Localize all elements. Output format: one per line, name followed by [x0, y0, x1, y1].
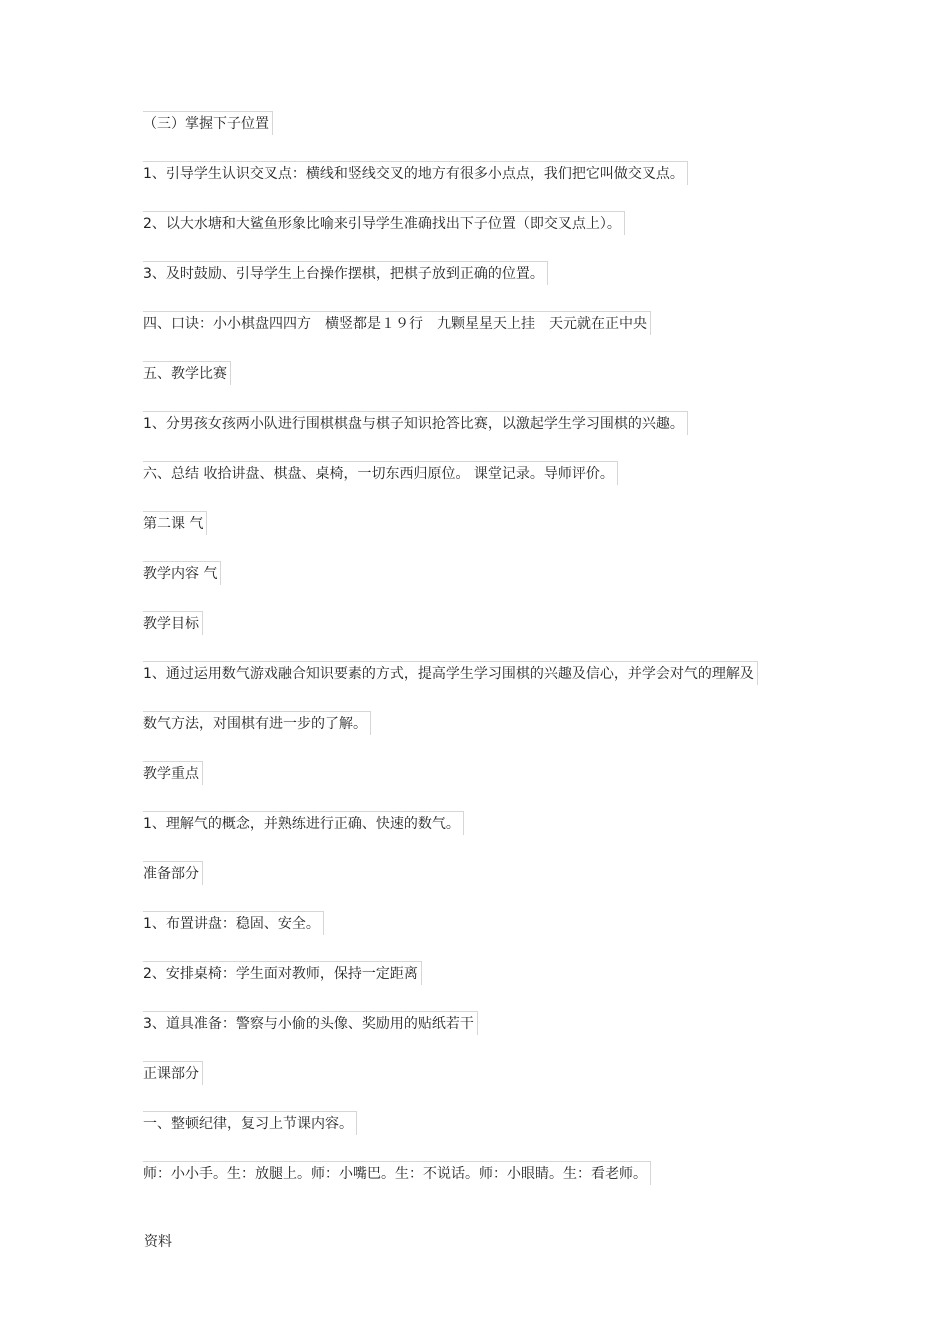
paragraph-encourage-practice: 3、及时鼓励、引导学生上台操作摆棋，把棋子放到正确的位置。: [143, 261, 548, 285]
paragraph-goal-line-1: 1、通过运用数气游戏融合知识要素的方式，提高学生学习围棋的兴趣及信心，并学会对气的理解及: [143, 661, 758, 685]
paragraph-prep-desks: 2、安排桌椅：学生面对教师，保持一定距离: [143, 961, 422, 985]
paragraph-summary: 六、总结 收拾讲盘、棋盘、桌椅，一切东西归原位。 课堂记录。导师评价。: [143, 461, 618, 485]
paragraph-call-and-response: 师：小小手。生：放腿上。师：小嘴巴。生：不说话。师：小眼睛。生：看老师。: [143, 1161, 651, 1185]
paragraph-goal-line-2: 数气方法，对围棋有进一步的了解。: [143, 711, 371, 735]
heading-teaching-focus: 教学重点: [143, 761, 203, 785]
teaching-content: 教学内容 气: [143, 561, 221, 585]
heading-teaching-goals: 教学目标: [143, 611, 203, 635]
paragraph-prep-props: 3、道具准备：警察与小偷的头像、奖励用的贴纸若干: [143, 1011, 478, 1035]
paragraph-rhyme: 四、口诀：小小棋盘四四方 横竖都是１９行 九颗星星天上挂 天元就在正中央: [143, 311, 651, 335]
paragraph-prep-board: 1、布置讲盘：稳固、安全。: [143, 911, 324, 935]
section-heading-master-positions: （三）掌握下子位置: [143, 111, 273, 135]
paragraph-pond-shark-metaphor: 2、以大水塘和大鲨鱼形象比喻来引导学生准确找出下子位置（即交叉点上）。: [143, 211, 625, 235]
heading-main-lesson: 正课部分: [143, 1061, 203, 1085]
paragraph-focus: 1、理解气的概念，并熟练进行正确、快速的数气。: [143, 811, 464, 835]
section-heading-competition: 五、教学比赛: [143, 361, 231, 385]
paragraph-quiz-competition: 1、分男孩女孩两小队进行围棋棋盘与棋子知识抢答比赛，以激起学生学习围棋的兴趣。: [143, 411, 688, 435]
heading-preparation: 准备部分: [143, 861, 203, 885]
page-footer: 资料: [144, 1234, 172, 1250]
lesson-title: 第二课 气: [143, 511, 207, 535]
paragraph-discipline: 一、整顿纪律，复习上节课内容。: [143, 1111, 357, 1135]
paragraph-intersection-points: 1、引导学生认识交叉点：横线和竖线交叉的地方有很多小点点，我们把它叫做交叉点。: [143, 161, 688, 185]
